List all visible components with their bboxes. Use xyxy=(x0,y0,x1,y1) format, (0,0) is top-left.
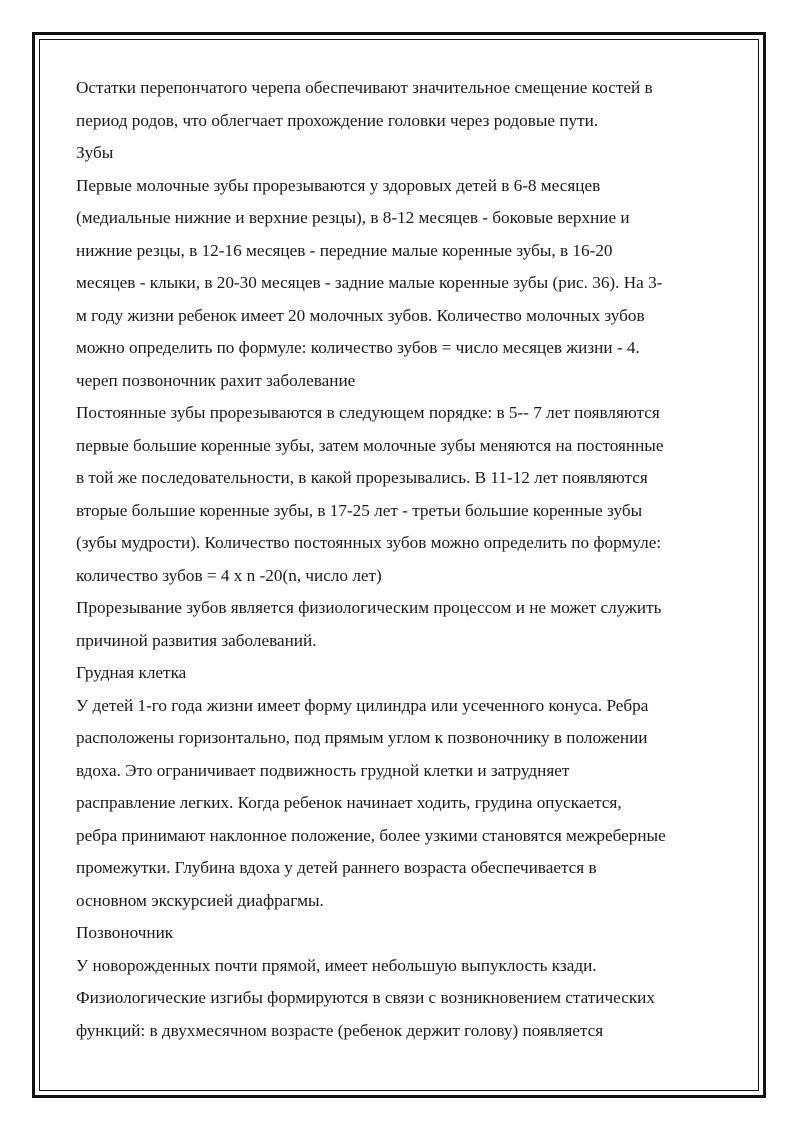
text-line: расположены горизонтально, под прямым углом к позвоночнику в положении xyxy=(76,728,648,747)
text-line: ребра принимают наклонное положение, более узкими становятся межреберные xyxy=(76,825,666,845)
text-line: У детей 1-го года жизни имеет форму цилиндра или усеченного конуса. Ребра xyxy=(76,695,649,715)
text-line: в той же последовательности, в какой прорезывались. В 11-12 лет появляются xyxy=(76,468,648,487)
text-line: причиной развития заболеваний. xyxy=(76,630,317,650)
text-line: вдоха. Это ограничивает подвижность грудной клетки и затрудняет xyxy=(76,760,570,780)
text-line: м году жизни ребенок имеет 20 молочных зубов. Количество молочных зубов xyxy=(76,305,645,325)
text-line: промежутки. Глубина вдоха у детей раннего возраста обеспечивается в xyxy=(76,858,597,877)
text-line: вторые большие коренные зубы, в 17-25 лет - третьи большие коренные зубы xyxy=(76,500,643,520)
text-line: (зубы мудрости). Количество постоянных зубов можно определить по формуле: xyxy=(76,533,662,552)
text-line: период родов, что облегчает прохождение головки через родовые пути. xyxy=(76,110,599,130)
text-line: нижние резцы, в 12-16 месяцев - передние малые коренные зубы, в 16-20 xyxy=(76,240,613,260)
text-line: расправление легких. Когда ребенок начинает ходить, грудина опускается, xyxy=(76,793,622,812)
text-line: месяцев - клыки, в 20-30 месяцев - задние малые коренные зубы (рис. 36). На 3- xyxy=(76,273,663,292)
text-line: Физиологические изгибы формируются в связи с возникновением статических xyxy=(76,988,655,1007)
section-heading-chest: Грудная клетка xyxy=(76,663,187,682)
text-line: можно определить по формуле: количество зубов = число месяцев жизни - 4. xyxy=(76,338,640,357)
text-line: Постоянные зубы прорезываются в следующем порядке: в 5-- 7 лет появляются xyxy=(76,403,660,422)
text-line: Прорезывание зубов является физиологическим процессом и не может служить xyxy=(76,598,662,617)
text-line: функций: в двухмесячном возрасте (ребенок держит голову) появляется xyxy=(76,1020,604,1040)
text-line: первые большие коренные зубы, затем молочные зубы меняются на постоянные xyxy=(76,435,664,455)
section-heading-teeth: Зубы xyxy=(76,143,114,162)
document-body xyxy=(76,72,728,1047)
section-heading-spine: Позвоночник xyxy=(76,923,174,942)
text-line: основном экскурсией диафрагмы. xyxy=(76,890,324,910)
text-line: (медиальные нижние и верхние резцы), в 8-12 месяцев - боковые верхние и xyxy=(76,208,630,227)
text-line: У новорожденных почти прямой, имеет небольшую выпуклость кзади. xyxy=(76,955,597,975)
formula-line: количество зубов = 4 х n -20(n, число лет) xyxy=(76,565,382,585)
text-line: Первые молочные зубы прорезываются у здоровых детей в 6-8 месяцев xyxy=(76,175,601,195)
keywords-line: череп позвоночник рахит заболевание xyxy=(76,370,356,390)
text-line: Остатки перепончатого черепа обеспечивают значительное смещение костей в xyxy=(76,78,653,97)
